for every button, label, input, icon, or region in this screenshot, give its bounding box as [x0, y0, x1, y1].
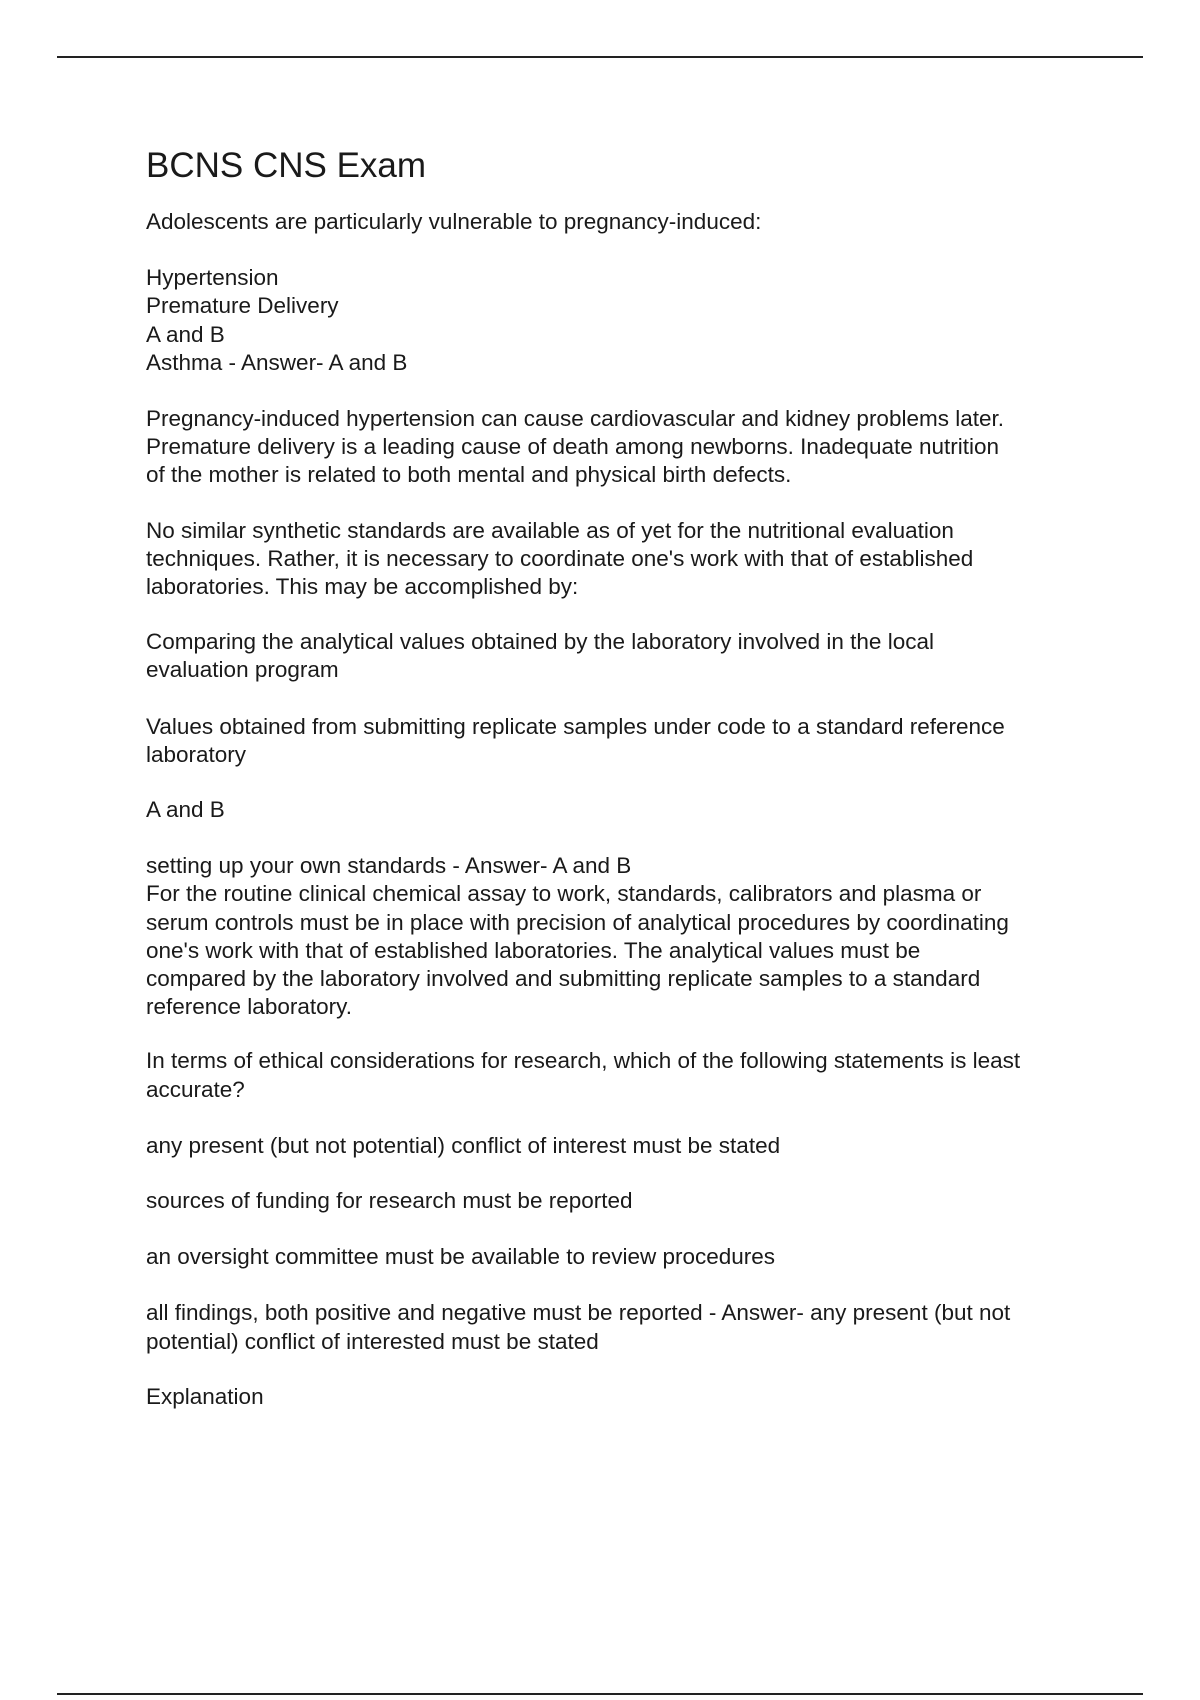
- paragraph: [146, 1132, 1096, 1160]
- text-line: Comparing the analytical values obtained by the laboratory involved in the local: [146, 629, 934, 655]
- text-line: laboratory: [146, 741, 247, 767]
- paragraph: [146, 208, 1096, 236]
- text-line: sources of funding for research must be reported: [146, 1188, 633, 1214]
- answer-options: [146, 264, 1096, 377]
- text-line: Hypertension: [146, 265, 279, 291]
- top-rule: [57, 56, 1143, 58]
- text-line: Asthma - Answer- A and B: [146, 349, 408, 375]
- text-line: one's work with that of established laboratories. The analytical values must be: [146, 937, 921, 963]
- paragraph: [146, 405, 1096, 490]
- text-line: evaluation program: [146, 657, 339, 683]
- text-line: Values obtained from submitting replicate samples under code to a standard reference: [146, 713, 1005, 739]
- text-line: Explanation: [146, 1383, 264, 1409]
- paragraph: [146, 628, 1096, 684]
- text-line: of the mother is related to both mental and physical birth defects.: [146, 462, 792, 488]
- text-line: potential) conflict of interested must be stated: [146, 1328, 599, 1354]
- text-line: reference laboratory.: [146, 994, 352, 1020]
- paragraph: [146, 1047, 1096, 1103]
- text-line: any present (but not potential) conflict of interest must be stated: [146, 1132, 781, 1158]
- text-line: an oversight committee must be available to review procedures: [146, 1244, 776, 1270]
- page-title: BCNS CNS Exam: [146, 146, 427, 185]
- bottom-rule: [57, 1693, 1143, 1695]
- text-line: techniques. Rather, it is necessary to coordinate one's work with that of established: [146, 545, 974, 571]
- text-line: compared by the laboratory involved and submitting replicate samples to a standard: [146, 966, 981, 992]
- text-line: No similar synthetic standards are available as of yet for the nutritional evaluation: [146, 517, 954, 543]
- text-line: In terms of ethical considerations for research, which of the following statements is least: [146, 1048, 1021, 1074]
- text-line: A and B: [146, 797, 225, 823]
- text-line: setting up your own standards - Answer- A and B: [146, 853, 632, 879]
- paragraph: [146, 1299, 1096, 1355]
- text-line: A and B: [146, 321, 225, 347]
- text-line: For the routine clinical chemical assay to work, standards, calibrators and plasma or: [146, 881, 982, 907]
- paragraph: [146, 1243, 1096, 1271]
- text-line: Premature delivery is a leading cause of death among newborns. Inadequate nutrition: [146, 434, 1000, 460]
- paragraph: [146, 517, 1096, 602]
- paragraph: [146, 1383, 1096, 1411]
- text-line: Premature Delivery: [146, 293, 339, 319]
- text-line: accurate?: [146, 1076, 245, 1102]
- text-line: Adolescents are particularly vulnerable to pregnancy-induced:: [146, 209, 762, 234]
- text-line: all findings, both positive and negative must be reported - Answer- any present (but not: [146, 1300, 1011, 1326]
- paragraph: [146, 796, 1096, 824]
- paragraph: [146, 852, 1096, 1021]
- document-body: [146, 140, 1096, 1411]
- text-line: laboratories. This may be accomplished by:: [146, 574, 579, 600]
- text-line: Pregnancy-induced hypertension can cause cardiovascular and kidney problems later.: [146, 406, 1004, 432]
- paragraph: [146, 1187, 1096, 1215]
- text-line: serum controls must be in place with precision of analytical procedures by coordinating: [146, 909, 1009, 935]
- paragraph: [146, 713, 1096, 769]
